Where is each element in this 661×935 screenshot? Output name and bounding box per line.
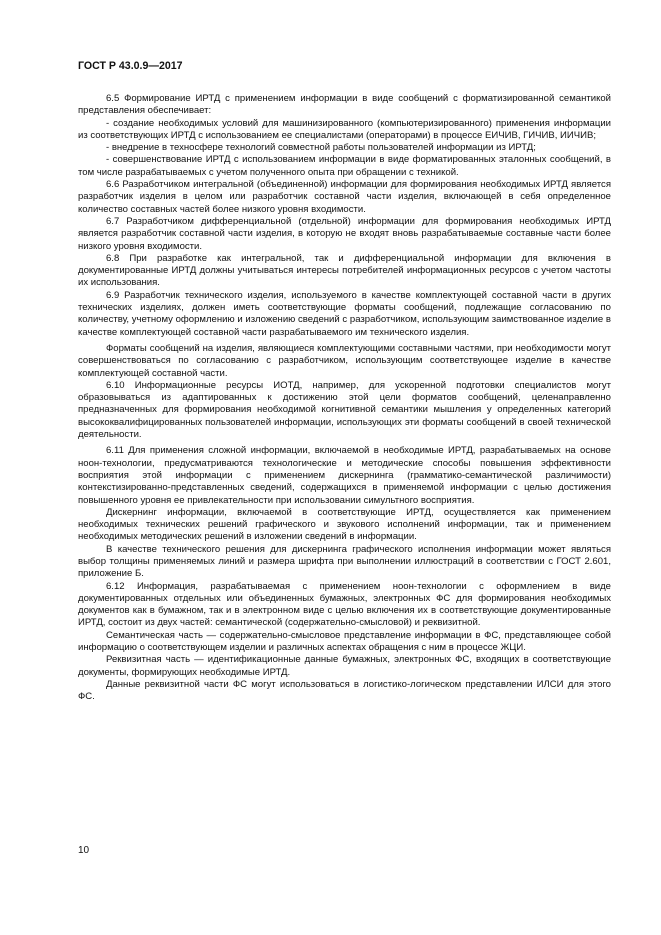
paragraph-6-11: 6.11 Для применения сложной информации, включаемой в необходимые ИРТД, разрабатываемых на основе ноон-технологии, предусматриваются технологические и методические способы повышения эффективности восприятия этой информации с применением дискернинга (грамматико-семантической различимости) контекстизированно-представленных сведений, содержащихся в применяемой информации с целью достижения повышенного уровня ее привлекательности при использовании симультного восприятия.: [78, 445, 611, 506]
paragraph-6-7: 6.7 Разработчиком дифференциальной (отдельной) информации для формирования необходимых ИРТД является разработчик составной части изделия, в которую не входят вновь разрабатываемые составные части более низкого уровня входимости.: [78, 215, 611, 252]
document-header: ГОСТ Р 43.0.9—2017: [78, 60, 183, 72]
paragraph-6-10: 6.10 Информационные ресурсы ИОТД, например, для ускоренной подготовки специалистов могут образовываться из адаптированных к достижению этой цели форматов сообщений, целенаправленно предназначенных для формирования необходимой когнитивной семантики мышления у определенных категорий высококвалифицированных пользователей информации, использующих эти форматы сообщений в своей технической деятельности.: [78, 379, 611, 441]
list-item: - внедрение в техносфере технологий совместной работы пользователей информации из ИРТД;: [106, 142, 536, 154]
list-item: - совершенствование ИРТД с использованием информации в виде форматированных эталонных сообщений, в том числе разрабатываемых с учетом полученного опыта при обращении с техникой.: [78, 154, 611, 178]
paragraph-6-5: 6.5 Формирование ИРТД с применением информации в виде сообщений с форматизированной семантикой представления обеспечивает:: [78, 93, 611, 117]
paragraph: Реквизитная часть — идентификационные данные бумажных, электронных ФС, входящих в соответствующие документы, формирующих необходимые ИРТД.: [78, 654, 611, 678]
paragraph: Дискернинг информации, включаемой в соответствующие ИРТД, осуществляется как применением необходимых технических решений графического и звукового исполнений информации, так и применением необходимых методических решений в изложении сведений в информации.: [78, 506, 611, 543]
paragraph-6-6: 6.6 Разработчиком интегральной (объединенной) информации для формирования необходимых ИРТД является разработчик изделия в целом или разработчик составной части изделия, включающей в себя определенное количество составных частей более низкого уровня входимости.: [78, 179, 611, 215]
paragraph-6-9: 6.9 Разработчик технического изделия, используемого в качестве комплектующей составной части в других технических изделиях, должен иметь соответствующие форматы сообщений, подлежащие согласованию по количеству, учетному оформлению и изложению сведений с разработчиком, использующим заимствованное изделие в качестве комплектующей составной части разрабатываемого им технического изделия.: [78, 289, 611, 338]
paragraph: Данные реквизитной части ФС могут использоваться в логистико-логическом представлении ИЛСИ для этого ФС.: [78, 678, 611, 703]
paragraph: В качестве технического решения для дискернинга графического исполнения информации может являться выбор толщины применяемых линий и размера шрифта при выполнении иллюстраций в соответствии с ГОСТ 2.601, приложение Б.: [78, 543, 611, 580]
list-item: - создание необходимых условий для машинизированного (компьютеризированного) применения информации из соответствующих ИРТД с использованием ее специалистами (операторами) в процессе ЕИЧИВ, ГИЧИВ, ИИЧИВ;: [78, 117, 611, 141]
document-body: [78, 93, 611, 704]
paragraph: Форматы сообщений на изделия, являющиеся комплектующими составными частями, при необходимости могут совершенствоваться по согласованию с разработчиком, использующим соответствующее изделие в качестве комплектующей составной части.: [78, 342, 611, 379]
paragraph-6-8: 6.8 При разработке как интегральной, так и дифференциальной информации для включения в документированные ИРТД должны учитываться интересы потребителей информационных ресурсов с учетом частоты их использования.: [78, 252, 611, 289]
paragraph: Семантическая часть — содержательно-смысловое представление информации в ФС, представляющее собой информацию о соответствующем изделии и различных аспектах обращения с ним в процессе ЖЦИ.: [78, 629, 611, 654]
paragraph-6-12: 6.12 Информация, разрабатываемая с применением ноон-технологии с оформлением в виде документированных отдельных или объединенных бумажных, электронных ФС для формирования необходимых документов как в бумажном, так и в электронном виде с целью включения их в соответствующие документированные ИРТД, состоит из двух частей: семантической (содержательно-смысловой) и реквизитной.: [78, 580, 611, 629]
page-number: 10: [78, 845, 90, 856]
